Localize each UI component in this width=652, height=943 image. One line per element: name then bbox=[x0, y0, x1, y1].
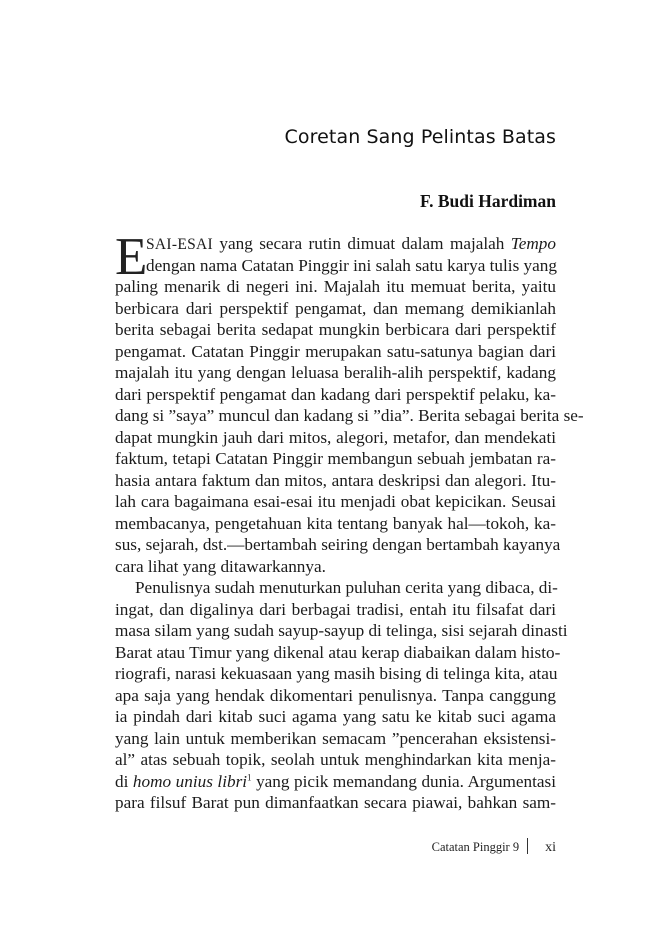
author-name: F. Budi Hardiman bbox=[420, 191, 556, 211]
text-line: masa silam yang sudah sayup-sayup di telinga, sisi sejarah dinasti bbox=[115, 621, 568, 640]
text-line: dang si ”saya” muncul dan kadang si ”dia”. Berita sebagai berita se- bbox=[115, 406, 584, 425]
paragraph-1 bbox=[115, 228, 584, 577]
text-run: yang picik memandang dunia. Argumentasi bbox=[251, 771, 556, 791]
text-line: majalah itu yang dengan leluasa beralih-alih perspektif, kadang bbox=[115, 363, 556, 382]
text-line: al” atas sebuah topik, seolah untuk menghindarkan kita menja- bbox=[115, 750, 556, 769]
latin-phrase: homo unius libri bbox=[132, 771, 248, 791]
running-title: Catatan Pinggir 9 bbox=[431, 840, 520, 854]
magazine-name: Tempo bbox=[510, 234, 556, 253]
text-line: cara lihat yang ditawarkannya. bbox=[115, 556, 326, 576]
text-line: yang lain untuk memberikan semacam ”pencerahan eksistensi- bbox=[115, 728, 556, 748]
text-line: membacanya, pengetahuan kita tentang banyak hal—tokoh, ka- bbox=[115, 513, 556, 533]
text-line: Penulisnya sudah menuturkan puluhan cerita yang dibaca, di- bbox=[135, 578, 558, 597]
text-line: pengamat. Catatan Pinggir merupakan satu-satunya bagian dari bbox=[115, 341, 556, 361]
text-line: berita sebagai berita sedapat mungkin berbicara dari perspektif bbox=[115, 320, 556, 339]
text-line: dapat mungkin jauh dari mitos, alegori, metafor, dan mendekati bbox=[115, 427, 556, 447]
paragraph-2 bbox=[115, 577, 568, 814]
footer-divider bbox=[527, 838, 528, 854]
text-line: Barat atau Timur yang dikenal atau kerap diabaikan dalam histo- bbox=[115, 642, 561, 662]
text-line bbox=[115, 771, 556, 793]
essay-body bbox=[115, 228, 584, 814]
text-run: yang secara rutin dimuat dalam majalah bbox=[212, 234, 511, 253]
text-line: berbicara dari perspektif pengamat, dan memang demikianlah bbox=[115, 298, 556, 318]
text-line: lah cara bagaimana esai-esai itu menjadi obat kepicikan. Seusai bbox=[115, 492, 556, 511]
drop-cap: E bbox=[115, 228, 148, 286]
text-line: ingat, dan digalinya dari berbagai tradisi, entah itu filsafat dari bbox=[115, 599, 556, 619]
text-line: faktum, tetapi Catatan Pinggir membangun sebuah jembatan ra- bbox=[115, 449, 556, 468]
chapter-title: Coretan Sang Pelintas Batas bbox=[284, 126, 556, 148]
page-number: xi bbox=[545, 840, 556, 855]
page-footer bbox=[432, 838, 556, 856]
footnote-marker[interactable]: 1 bbox=[247, 771, 252, 782]
small-caps-opening: SAI-ESAI bbox=[146, 236, 213, 253]
text-line: para filsuf Barat pun dimanfaatkan secara piawai, bahkan sam- bbox=[115, 793, 556, 812]
text-line: hasia antara faktum dan mitos, antara deskripsi dan alegori. Itu- bbox=[115, 470, 556, 490]
text-line: riografi, narasi kekuasaan yang masih bising di telinga kita, atau bbox=[115, 664, 558, 683]
text-line: sus, sejarah, dst.—bertambah seiring dengan bertambah kayanya bbox=[115, 535, 561, 554]
text-run: di bbox=[115, 771, 133, 791]
text-line: ia pindah dari kitab suci agama yang satu ke kitab suci agama bbox=[115, 707, 556, 726]
text-line: paling menarik di negeri ini. Majalah itu memuat berita, yaitu bbox=[115, 277, 556, 296]
text-line: apa saja yang hendak dikomentari penulisnya. Tanpa canggung bbox=[115, 685, 556, 705]
text-line: dari perspektif pengamat dan kadang dari perspektif pelaku, ka- bbox=[115, 384, 556, 404]
text-line: dengan nama Catatan Pinggir ini salah satu karya tulis yang bbox=[146, 255, 557, 275]
